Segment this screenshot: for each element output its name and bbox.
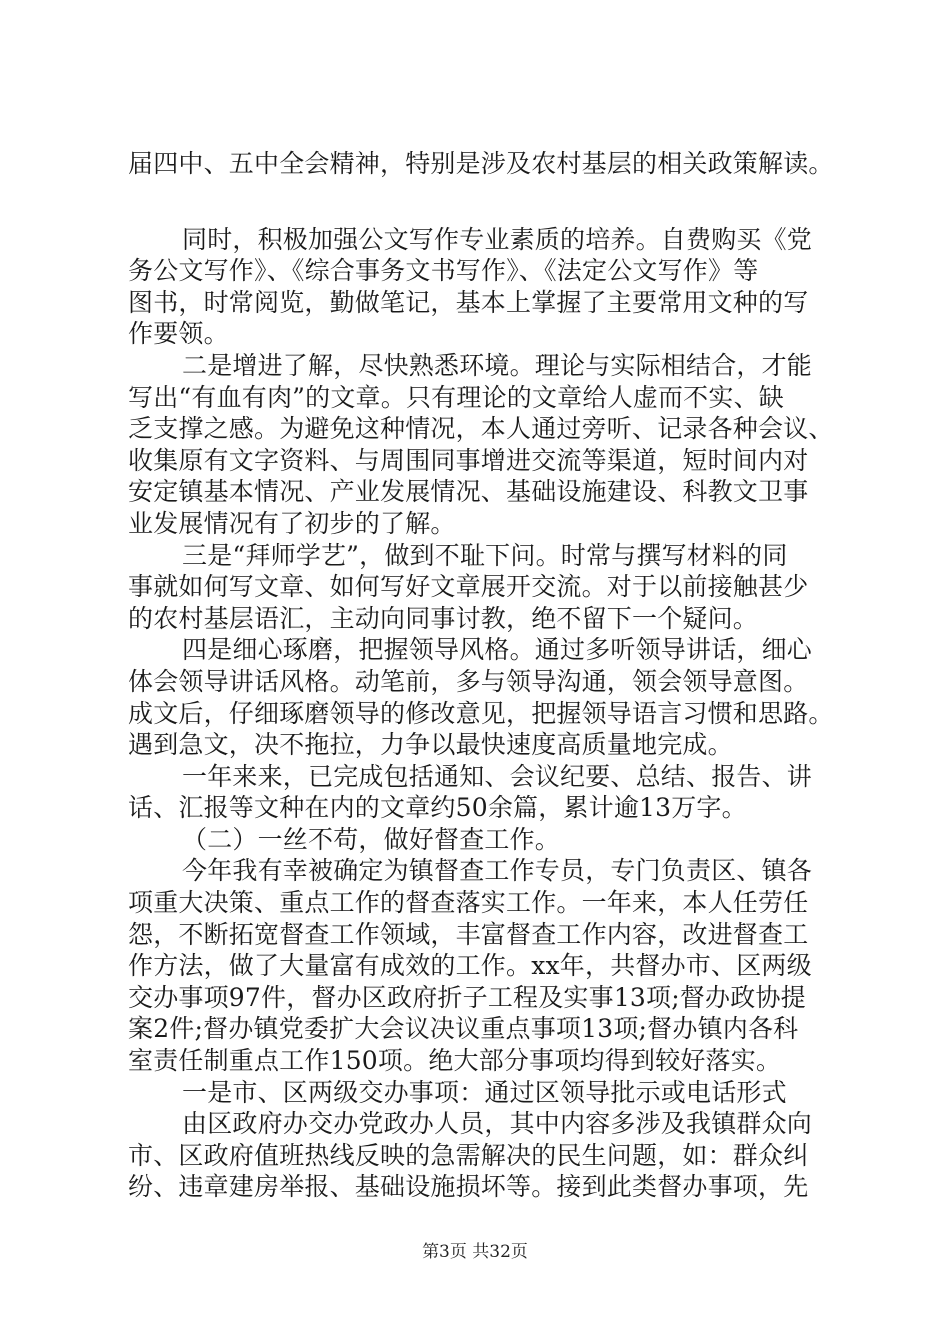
text-line: 作要领。 (128, 319, 229, 349)
page-number-label: 第3页 共32页 (422, 1242, 528, 1262)
text-line: 交办事项97件，督办区政府折子工程及实事13项;督办政协提 (128, 982, 806, 1012)
text-line: 乏支撑之感。为避免这种情况，本人通过旁听、记录各种会议、 (128, 414, 834, 444)
text-line: 收集原有文字资料、与周围同事增进交流等渠道，短时间内对 (128, 445, 809, 475)
text-line: 事就如何写文章、如何写好文章展开交流。对于以前接触甚少 (128, 572, 809, 602)
text-line: 成文后，仔细琢磨领导的修改意见，把握领导语言习惯和思路。 (128, 698, 834, 728)
text-line: 怨，不断拓宽督查工作领域，丰富督查工作内容，改进督查工 (128, 919, 809, 949)
text-line: 市、区政府值班热线反映的急需解决的民生问题，如：群众纠 (128, 1140, 809, 1170)
document-body (128, 148, 840, 1203)
text-line: 项重大决策、重点工作的督查落实工作。一年来，本人任劳任 (128, 888, 809, 918)
text-line: 务公文写作》、《综合事务文书写作》、《法定公文写作》等 (128, 256, 759, 286)
text-line: 的农村基层语汇，主动向同事讨教，绝不留下一个疑问。 (128, 603, 759, 633)
text-line: 纷、违章建房举报、基础设施损坏等。接到此类督办事项，先 (128, 1172, 809, 1202)
text-line: 由区政府办交办党政办人员，其中内容多涉及我镇群众向 (182, 1109, 813, 1139)
text-line: 遇到急文，决不拖拉，力争以最快速度高质量地完成。 (128, 730, 733, 760)
text-line: 图书，时常阅览，勤做笔记，基本上掌握了主要常用文种的写 (128, 287, 809, 317)
text-line: 一是市、区两级交办事项：通过区领导批示或电话形式 (182, 1077, 787, 1107)
text-line: 一年来来，已完成包括通知、会议纪要、总结、报告、讲 (182, 761, 813, 791)
text-line: 体会领导讲话风格。动笔前，多与领导沟通，领会领导意图。 (128, 666, 809, 696)
paragraph-gap (128, 180, 840, 224)
text-line: 案2件;督办镇党委扩大会议决议重点事项13项;督办镇内各科 (128, 1014, 799, 1044)
text-line: 话、汇报等文种在内的文章约50余篇，累计逾13万字。 (128, 793, 747, 823)
text-line: 二是增进了解，尽快熟悉环境。理论与实际相结合，才能 (182, 350, 813, 380)
text-line: 届四中、五中全会精神，特别是涉及农村基层的相关政策解读。 (128, 149, 834, 178)
text-line: 安定镇基本情况、产业发展情况、基础设施建设、科教文卫事 (128, 477, 809, 507)
page-footer (0, 1240, 950, 1264)
text-line: 业发展情况有了初步的了解。 (128, 508, 456, 538)
text-line: 同时，积极加强公文写作专业素质的培养。自费购买《党 (182, 224, 813, 254)
text-line: 室责任制重点工作150项。绝大部分事项均得到较好落实。 (128, 1046, 782, 1076)
text-line: 三是“拜师学艺”，做到不耻下问。时常与撰写材料的同 (182, 540, 788, 570)
section-heading: （二）一丝不苟，做好督查工作。 (182, 824, 561, 854)
text-line: 作方法，做了大量富有成效的工作。xx年，共督办市、区两级 (128, 951, 812, 981)
text-line: 四是细心琢磨，把握领导风格。通过多听领导讲话，细心 (182, 635, 813, 665)
text-line: 写出“有血有肉”的文章。只有理论的文章给人虚而不实、缺 (128, 382, 784, 412)
text-line: 今年我有幸被确定为镇督查工作专员，专门负责区、镇各 (182, 856, 813, 886)
